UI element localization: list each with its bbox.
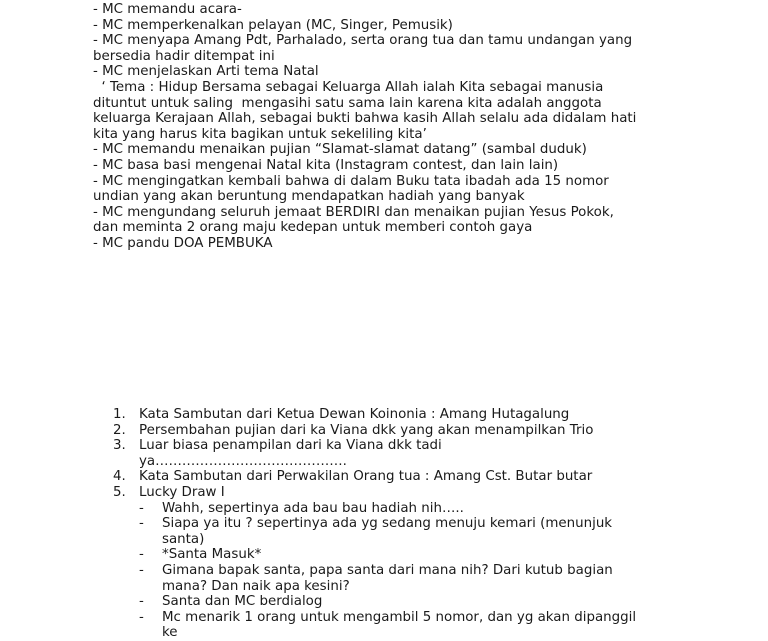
list-item-continuation bbox=[113, 454, 713, 470]
list-number: 1. bbox=[113, 407, 126, 422]
list-item bbox=[113, 469, 713, 485]
list-item-text: Persembahan pujian dari ka Viana dkk yang akan menampilkan Trio bbox=[139, 422, 594, 438]
list-item-text: Lucky Draw I bbox=[139, 484, 225, 500]
list-item-text: ya……………………………………. bbox=[139, 453, 347, 469]
list-number: 5. bbox=[113, 484, 126, 500]
mc-notes-block bbox=[93, 2, 693, 252]
text-line: - MC mengingatkan kembali bahwa di dalam Buku tata ibadah ada 15 nomor bbox=[93, 173, 609, 189]
sub-list-item bbox=[139, 563, 713, 579]
text-line: - MC memperkenalkan pelayan (MC, Singer, Pemusik) bbox=[93, 17, 453, 33]
list-number: 4. bbox=[113, 469, 126, 485]
sub-list-item-continuation bbox=[139, 579, 713, 595]
list-item-text: Luar biasa penampilan dari ka Viana dkk tadi bbox=[139, 438, 442, 454]
dash-bullet: - bbox=[139, 516, 144, 532]
text-line: - MC menyapa Amang Pdt, Parhalado, serta orang tua dan tamu undangan yang bbox=[93, 33, 633, 49]
text-line: - MC pandu DOA PEMBUKA bbox=[93, 235, 273, 251]
sub-item-text: Mc menarik 1 orang untuk mengambil 5 nomor, dan yg akan dipanggil bbox=[162, 609, 637, 625]
list-item bbox=[113, 485, 713, 501]
sub-item-text: Gimana bapak santa, papa santa dari mana nih? Dari kutub bagian bbox=[162, 562, 613, 578]
sub-list-item bbox=[139, 610, 713, 626]
sub-item-text: Siapa ya itu ? sepertinya ada yg sedang menuju kemari (menunjuk bbox=[162, 516, 613, 532]
text-line: - MC memandu menaikan pujian “Slamat-slamat datang” (sambal duduk) bbox=[93, 142, 587, 158]
sub-list-item bbox=[139, 516, 713, 532]
sub-item-text: santa) bbox=[162, 531, 205, 547]
text-line: - MC mengundang seluruh jemaat BERDIRI dan menaikan pujian Yesus Pokok, bbox=[93, 204, 614, 220]
text-line: dituntut untuk saling mengasihi satu sama lain karena kita adalah anggota bbox=[93, 95, 602, 111]
sub-item-text: Wahh, sepertinya ada bau bau hadiah nih….. bbox=[162, 500, 464, 516]
list-number: 2. bbox=[113, 422, 126, 438]
dash-bullet: - bbox=[139, 609, 144, 625]
list-item-text: Kata Sambutan dari Ketua Dewan Koinonia : Amang Hutagalung bbox=[139, 407, 570, 422]
sub-item-text: mana? Dan naik apa kesini? bbox=[162, 578, 350, 594]
dash-bullet: - bbox=[139, 547, 144, 563]
program-list bbox=[113, 407, 713, 641]
text-line: undian yang akan beruntung mendapatkan hadiah yang banyak bbox=[93, 189, 525, 205]
list-number: 3. bbox=[113, 438, 126, 454]
sub-item-text: *Santa Masuk* bbox=[162, 547, 262, 563]
text-line: dan meminta 2 orang maju kedepan untuk memberi contoh gaya bbox=[93, 220, 533, 236]
text-line: - MC basa basi mengenai Natal kita (Instagram contest, dan lain lain) bbox=[93, 157, 559, 173]
dash-bullet: - bbox=[139, 500, 144, 516]
sub-list-item-continuation bbox=[139, 532, 713, 548]
text-line: ‘ Tema : Hidup Bersama sebagai Keluarga Allah ialah Kita sebagai manusia bbox=[93, 79, 604, 95]
dash-bullet: - bbox=[139, 594, 144, 610]
dash-bullet: - bbox=[139, 562, 144, 578]
sub-list-item bbox=[139, 547, 713, 563]
sub-list-item bbox=[139, 594, 713, 610]
sub-item-text: Santa dan MC berdialog bbox=[162, 594, 323, 610]
lucky-draw-sublist bbox=[139, 501, 713, 641]
text-line: bersedia hadir ditempat ini bbox=[93, 48, 275, 64]
text-line: kita yang harus kita bagikan untuk sekeliling kita’ bbox=[93, 126, 427, 142]
list-item bbox=[113, 407, 713, 423]
text-line: - MC memandu acara- bbox=[93, 2, 242, 17]
list-item-text: Kata Sambutan dari Perwakilan Orang tua : Amang Cst. Butar butar bbox=[139, 469, 593, 485]
sub-list-item bbox=[139, 501, 713, 517]
text-line: - MC menjelaskan Arti tema Natal bbox=[93, 64, 319, 80]
text-line: keluarga Kerajaan Allah, sebagai bukti bahwa kasih Allah selalu ada didalam hati bbox=[93, 111, 637, 127]
list-item bbox=[113, 438, 713, 454]
sub-item-text: ke bbox=[162, 625, 178, 641]
list-item bbox=[113, 423, 713, 439]
sub-list-item-continuation bbox=[139, 625, 713, 641]
